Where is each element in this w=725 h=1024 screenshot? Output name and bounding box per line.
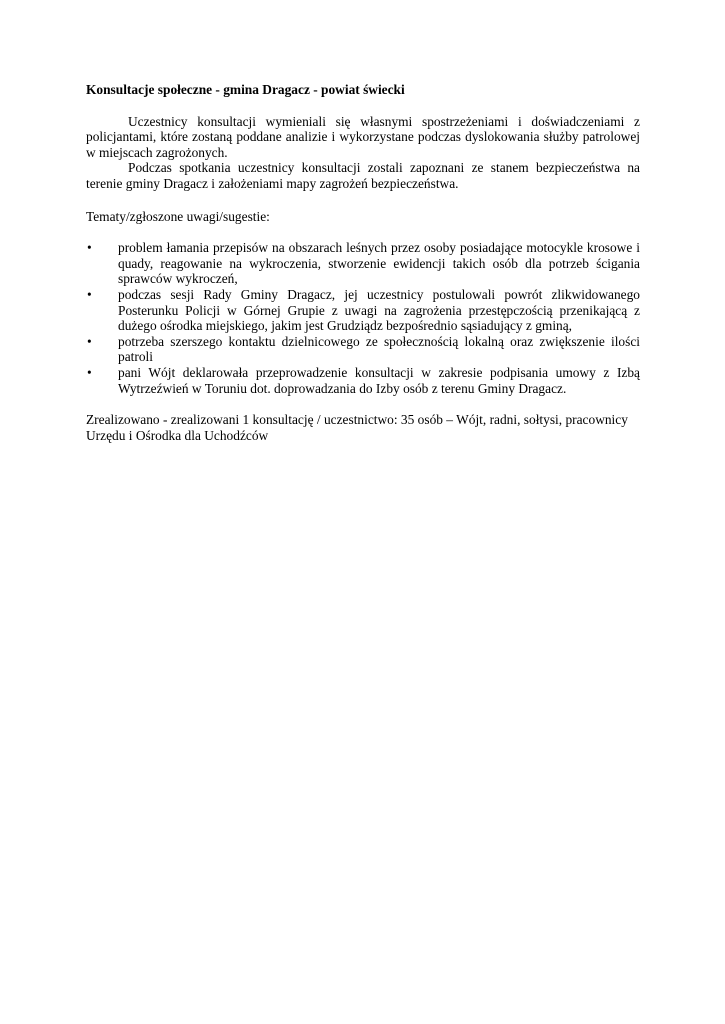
- bullet-icon: •: [87, 240, 92, 256]
- bullet-icon: •: [87, 286, 92, 302]
- list-item-text: problem łamania przepisów na obszarach leśnych przez osoby posiadające motocykle krosowe i quady, reagowanie na wykroczenia, stworzenie ewidencji takich osób dla potrzeb ścigania sprawców wykroczeń,: [118, 240, 640, 287]
- bullet-icon: •: [87, 364, 92, 380]
- topics-list: [86, 240, 640, 396]
- intro-paragraph-1: Uczestnicy konsultacji wymieniali się własnymi spostrzeżeniami i doświadczeniami z policjantami, które zostaną poddane analizie i wykorzystane podczas dyslokowania służby patrolowej w miejscach zagrożonych.: [86, 113, 640, 160]
- bullet-icon: •: [87, 333, 92, 349]
- list-item-text: potrzeba szerszego kontaktu dzielnicowego ze społecznością lokalną oraz zwiększenie ilości patroli: [118, 333, 640, 365]
- intro-paragraph-2: Podczas spotkania uczestnicy konsultacji zostali zapoznani ze stanem bezpieczeństwa na terenie gminy Dragacz i założeniami mapy zagrożeń bezpieczeństwa.: [86, 160, 640, 191]
- list-item-text: podczas sesji Rady Gminy Dragacz, jej uczestnicy postulowali powrót zlikwidowanego Posterunku Policji w Górnej Grupie z uwagi na zagrożenia przestępczością przenikającą z dużego ośrodka miejskiego, jakim jest Grudziądz bezpośrednio sąsiadujący z gminą,: [118, 286, 640, 334]
- list-item: [86, 334, 640, 365]
- document-page: [86, 82, 640, 443]
- summary-paragraph: Zrealizowano - zrealizowani 1 konsultację / uczestnictwo: 35 osób – Wójt, radni, sołtysi, pracownicy Urzędu i Ośrodka dla Uchodźców: [86, 412, 628, 443]
- list-item: [86, 365, 640, 396]
- list-item: [86, 287, 640, 334]
- list-item: [86, 240, 640, 287]
- topics-heading: Tematy/zgłoszone uwagi/sugestie:: [86, 208, 270, 224]
- document-title: Konsultacje społeczne - gmina Dragacz - powiat świecki: [86, 82, 405, 97]
- list-item-text: pani Wójt deklarowała przeprowadzenie konsultacji w zakresie podpisania umowy z Izbą Wytrzeźwień w Toruniu dot. doprowadzania do Izby osób z terenu Gminy Dragacz.: [118, 364, 640, 396]
